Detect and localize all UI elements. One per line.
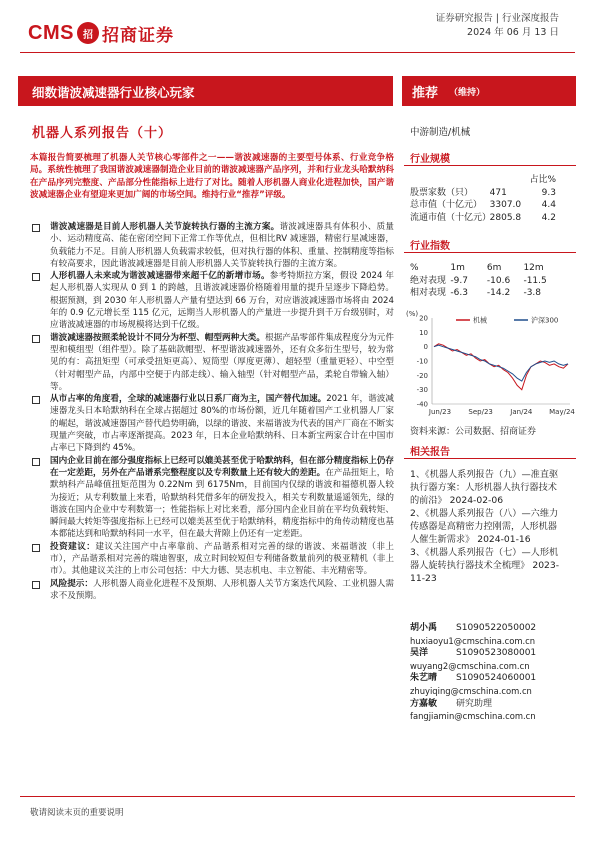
analyst-id: S1090523080001 xyxy=(456,648,537,659)
y-tick-label: 20 xyxy=(419,314,428,323)
legend-label-0: 机械 xyxy=(473,316,487,325)
scale-label: 股票家数（只） xyxy=(410,187,474,198)
x-tick-label: May/24 xyxy=(549,408,575,416)
perf-divider xyxy=(404,252,576,253)
scale-label: 流通市值（十亿元） xyxy=(410,212,492,223)
perf-value: -14.2 xyxy=(486,288,511,298)
list-item[interactable] xyxy=(410,546,566,585)
scale-value: 471 xyxy=(489,187,507,198)
analyst-name: 方嘉敏 xyxy=(410,698,438,709)
analyst-email[interactable]: wuyang2@cmschina.com.cn xyxy=(410,660,530,671)
analyst-id: 研究助理 xyxy=(456,698,493,709)
perf-title: 行业指数 xyxy=(410,241,450,252)
bullet-lead: 从市占率的角度看，全球的减速器行业以日系厂商为主，国产替代加速。 xyxy=(50,394,327,405)
scale-pct: 4.2 xyxy=(541,212,556,223)
company-logo xyxy=(28,20,174,46)
x-tick-label: Sep/23 xyxy=(468,408,493,416)
related-text: 1、《机器人系列报告（九）—准直驱执行器方案：人形机器人执行器技术的前沿》 xyxy=(410,469,559,506)
list-item[interactable] xyxy=(410,507,566,546)
analyst-id: S1090524060001 xyxy=(456,673,537,684)
bullet-text: 谐波减速器具有体积小、质量小、运动精度高、能在密闭空间下正常工作等优点，但相比RV 减速器，精密行星减速器，负载能力不足。目前人形机器人负载需求较低，但对执行器的体积、重量、控制精度等指标有较高要求，因此谐波减速器是目前人形机器人关节旋转执行器的主流方案。 xyxy=(50,222,394,269)
scale-pct: 4.4 xyxy=(541,200,556,210)
scale-value: 3307.0 xyxy=(489,200,522,210)
footer-divider xyxy=(20,796,575,797)
bullet-lead: 人形机器人未来或为谐波减速器带来超千亿的新增市场。 xyxy=(50,271,270,282)
checkbox-icon xyxy=(32,581,40,589)
bullet-item xyxy=(30,270,394,331)
perf-value: -6.3 xyxy=(450,288,468,298)
table-row xyxy=(410,287,560,300)
report-date: 2024 年 06 月 13 日 xyxy=(467,27,559,38)
pct-header: 占比% xyxy=(529,175,556,185)
analyst-entry xyxy=(410,647,570,672)
analyst-list xyxy=(410,622,570,723)
checkbox-icon xyxy=(32,458,40,466)
rating-banner xyxy=(402,76,576,106)
y-tick-label: -40 xyxy=(416,400,428,409)
table-row xyxy=(410,212,556,225)
performance-chart xyxy=(404,308,576,420)
checkbox-icon xyxy=(32,396,40,404)
list-item[interactable] xyxy=(410,468,566,507)
legend-label-1: 沪深300 xyxy=(531,316,559,325)
bullet-lead: 国内企业目前在部分强度指标上已经可以媲美甚至优于哈默纳科，但在部分精度指标上仍存在一定差距，另外在产品谱系完整程度以及专利数量上还有较大的差距。 xyxy=(50,455,394,478)
industry-label: 中游制造/机械 xyxy=(410,127,471,138)
related-text: 2、《机器人系列报告（八）—六维力传感器是高精密力控刚需，人形机器人催生新需求》 xyxy=(410,508,559,545)
checkbox-icon xyxy=(32,335,40,343)
analyst-email[interactable]: huxiaoyu1@cmschina.com.cn xyxy=(410,635,536,646)
risk-warning xyxy=(30,578,394,603)
table-row xyxy=(410,199,556,212)
bullet-item xyxy=(30,332,394,393)
x-tick-label: Jan/24 xyxy=(510,408,533,416)
scale-table xyxy=(410,174,556,224)
scale-divider xyxy=(404,165,576,166)
analyst-email[interactable]: zhuyiqing@cmschina.com.cn xyxy=(410,685,532,696)
related-title: 相关报告 xyxy=(410,447,450,458)
perf-table xyxy=(410,262,560,300)
perf-header: 12m xyxy=(523,263,544,273)
rating-label: 推荐 xyxy=(412,86,439,101)
bullet-list xyxy=(30,221,394,602)
footer-note: 敬请阅读末页的重要说明 xyxy=(30,808,124,818)
y-tick-label: 10 xyxy=(419,328,428,337)
series-line-0 xyxy=(434,344,568,390)
analyst-entry xyxy=(410,672,570,697)
perf-value: -11.5 xyxy=(523,275,547,286)
y-axis-label: (%) xyxy=(406,310,419,318)
chart-source: 资料来源：公司数据、招商证券 xyxy=(410,427,537,437)
analyst-name: 吴洋 xyxy=(410,648,429,659)
rating-sub: （维持） xyxy=(449,88,486,98)
analyst-name: 胡小禹 xyxy=(410,623,438,633)
bullet-lead: 谐波减速器是目前人形机器人关节旋转执行器的主流方案。 xyxy=(50,222,280,232)
scale-value: 2805.8 xyxy=(489,212,522,223)
perf-value: -10.6 xyxy=(486,275,511,286)
table-row xyxy=(410,275,560,288)
bullet-lead: 风险提示： xyxy=(50,578,93,589)
bullet-text: 参考特斯拉方案，假设 2024 年起人形机器人实现从 0 到 1 的跨越，且谐波减速器价格随着用量的提升呈逐步下降趋势。根据预测，到 2030 年人形机器人产量有望达到 66 万台，对应谐波减速器市场将由 2024 年的 0.9 亿元增长至 115 亿元，远期当人形机器人的产量进一步提升到千万台级别时，对应谐波减速器的市场规模将达到千亿级。 xyxy=(50,271,394,331)
header-divider xyxy=(20,52,575,53)
investment-advice xyxy=(30,541,394,578)
related-date: 2024-01-16 xyxy=(477,534,531,545)
bullet-text: 2021 年，谐波减速器龙头日本哈默纳科在全球占据超过 80%的市场份额，近几年随着国产工业机器人厂家的崛起，谐波减速器国产替代趋势明确，以绿的谐波、来福谐波为代表的国产厂商在不断实现量产突破，市占率逐渐提高。2023 年，日本企业哈默纳科、日本新宝两家合计在中国市占率已下降到约 45%。 xyxy=(50,394,394,454)
scale-title: 行业规模 xyxy=(410,154,450,165)
analyst-id: S1090522050002 xyxy=(456,623,537,633)
bullet-item xyxy=(30,393,394,454)
logo-badge-icon: 招 xyxy=(77,22,99,44)
bullet-lead: 谐波减速器按照柔轮设计不同分为杯型、帽型两种大类。 xyxy=(50,332,265,343)
y-tick-label: 0 xyxy=(423,343,428,352)
title-banner xyxy=(18,76,393,106)
header-info xyxy=(436,12,559,40)
table-row xyxy=(410,187,556,200)
perf-value: -9.7 xyxy=(450,275,468,286)
analyst-entry xyxy=(410,622,570,647)
y-tick-label: -10 xyxy=(416,357,428,366)
perf-header: 6m xyxy=(486,263,502,273)
bullet-text: 人形机器人商业化进程不及预期、人形机器人关节方案迭代风险、工业机器人需求不及预期。 xyxy=(50,578,394,601)
related-date: 2024-02-06 xyxy=(449,495,504,506)
perf-value: -3.8 xyxy=(523,288,542,298)
bullet-lead: 投资建议： xyxy=(50,541,96,552)
perf-header: % xyxy=(410,263,419,273)
related-list xyxy=(410,468,566,585)
related-date: 2023-11-23 xyxy=(410,560,560,584)
bullet-text: 根据产品零部件集成程度分为元件型和模组型（组件型）。除了基础款帽型、杯型谐波减速器外，还有众多衍生型号，较为常见的有：高扭矩型（可承受扭矩更高）、短筒型（厚度更薄）、超轻型（重量更轻）、中空型（针对帽型产品，内部中空便于内部走线）、输入轴型（针对帽型产品，柔轮自带输入轴）等。 xyxy=(50,332,394,392)
bullet-text: 建议关注国产中占率靠前、产品谐系相对完善的绿的谐波、来福谐波（非上市），产品谐系相对完善的瑞迪智驱，成立时间较短但专利储备数量前列的极亚精机（非上市）。其他建议关注的上市公司包括：中大力德、昊志机电、丰立智能、丰光精密等。 xyxy=(50,541,394,577)
analyst-entry xyxy=(410,698,570,723)
perf-label: 绝对表现 xyxy=(410,275,447,286)
analyst-name: 朱艺晴 xyxy=(410,673,438,684)
checkbox-icon xyxy=(32,544,40,552)
bullet-text: 在产品扭矩上，哈默纳科产品峰值扭矩范围为 0.22Nm 到 6175Nm，目前国内仅绿的谐波和福德机器人较为接近；从专利数量上来看，哈默纳科凭借多年的研发投入，相关专利数量遥遥领先，绿的谐波在国内企业中专利数第一；性能指标上对比来看，部分国内企业目前在平均负载转矩、瞬间最大转矩等强度指标上已经可以媲美甚至优于哈默纳科，精度指标中的角传动精度也基本都能达到和哈默纳科同一水平，但在最大背隙上仍还有一定差距。 xyxy=(50,467,394,540)
series-title: 机器人系列报告（十） xyxy=(32,126,173,141)
scale-header-row xyxy=(410,174,556,187)
checkbox-icon xyxy=(32,273,40,281)
checkbox-icon xyxy=(32,224,40,232)
related-divider xyxy=(404,458,576,459)
scale-label: 总市值（十亿元） xyxy=(410,200,483,210)
y-tick-label: -30 xyxy=(416,386,428,395)
logo-cn-text: 招商证券 xyxy=(101,25,174,46)
y-tick-label: -20 xyxy=(416,371,428,380)
bullet-item xyxy=(30,455,394,541)
report-title: 细数谐波减速器行业核心玩家 xyxy=(32,85,195,100)
bullet-item xyxy=(30,221,394,270)
perf-header: 1m xyxy=(450,263,465,273)
analyst-email[interactable]: fangjiamin@cmschina.com.cn xyxy=(410,711,536,722)
scale-pct: 9.3 xyxy=(541,187,556,198)
x-tick-label: Jun/23 xyxy=(428,408,452,416)
perf-label: 相对表现 xyxy=(410,288,447,298)
perf-header-row xyxy=(410,262,560,275)
logo-cms-text: CMS xyxy=(28,21,74,44)
report-type: 证券研究报告 | 行业深度报告 xyxy=(435,13,559,24)
related-text: 3、《机器人系列报告（七）—人形机器人旋转执行器技术全梳理》 xyxy=(410,547,559,571)
summary-paragraph: 本篇报告简要梳理了机器人关节核心零部件之一——谐波减速器的主要型号体系、行业竞争格局。系统性梳理了我国谐波减速器制造企业目前的谐波减速器产品序列，并和行业龙头哈默纳科在产品序列完整度、产品部分性能指标上进行了对比。随着人形机器人商业化进程加快，国产谐波减速器企业有望迎来更加广阔的市场空间。维持行业“推荐”评级。 xyxy=(30,153,394,200)
